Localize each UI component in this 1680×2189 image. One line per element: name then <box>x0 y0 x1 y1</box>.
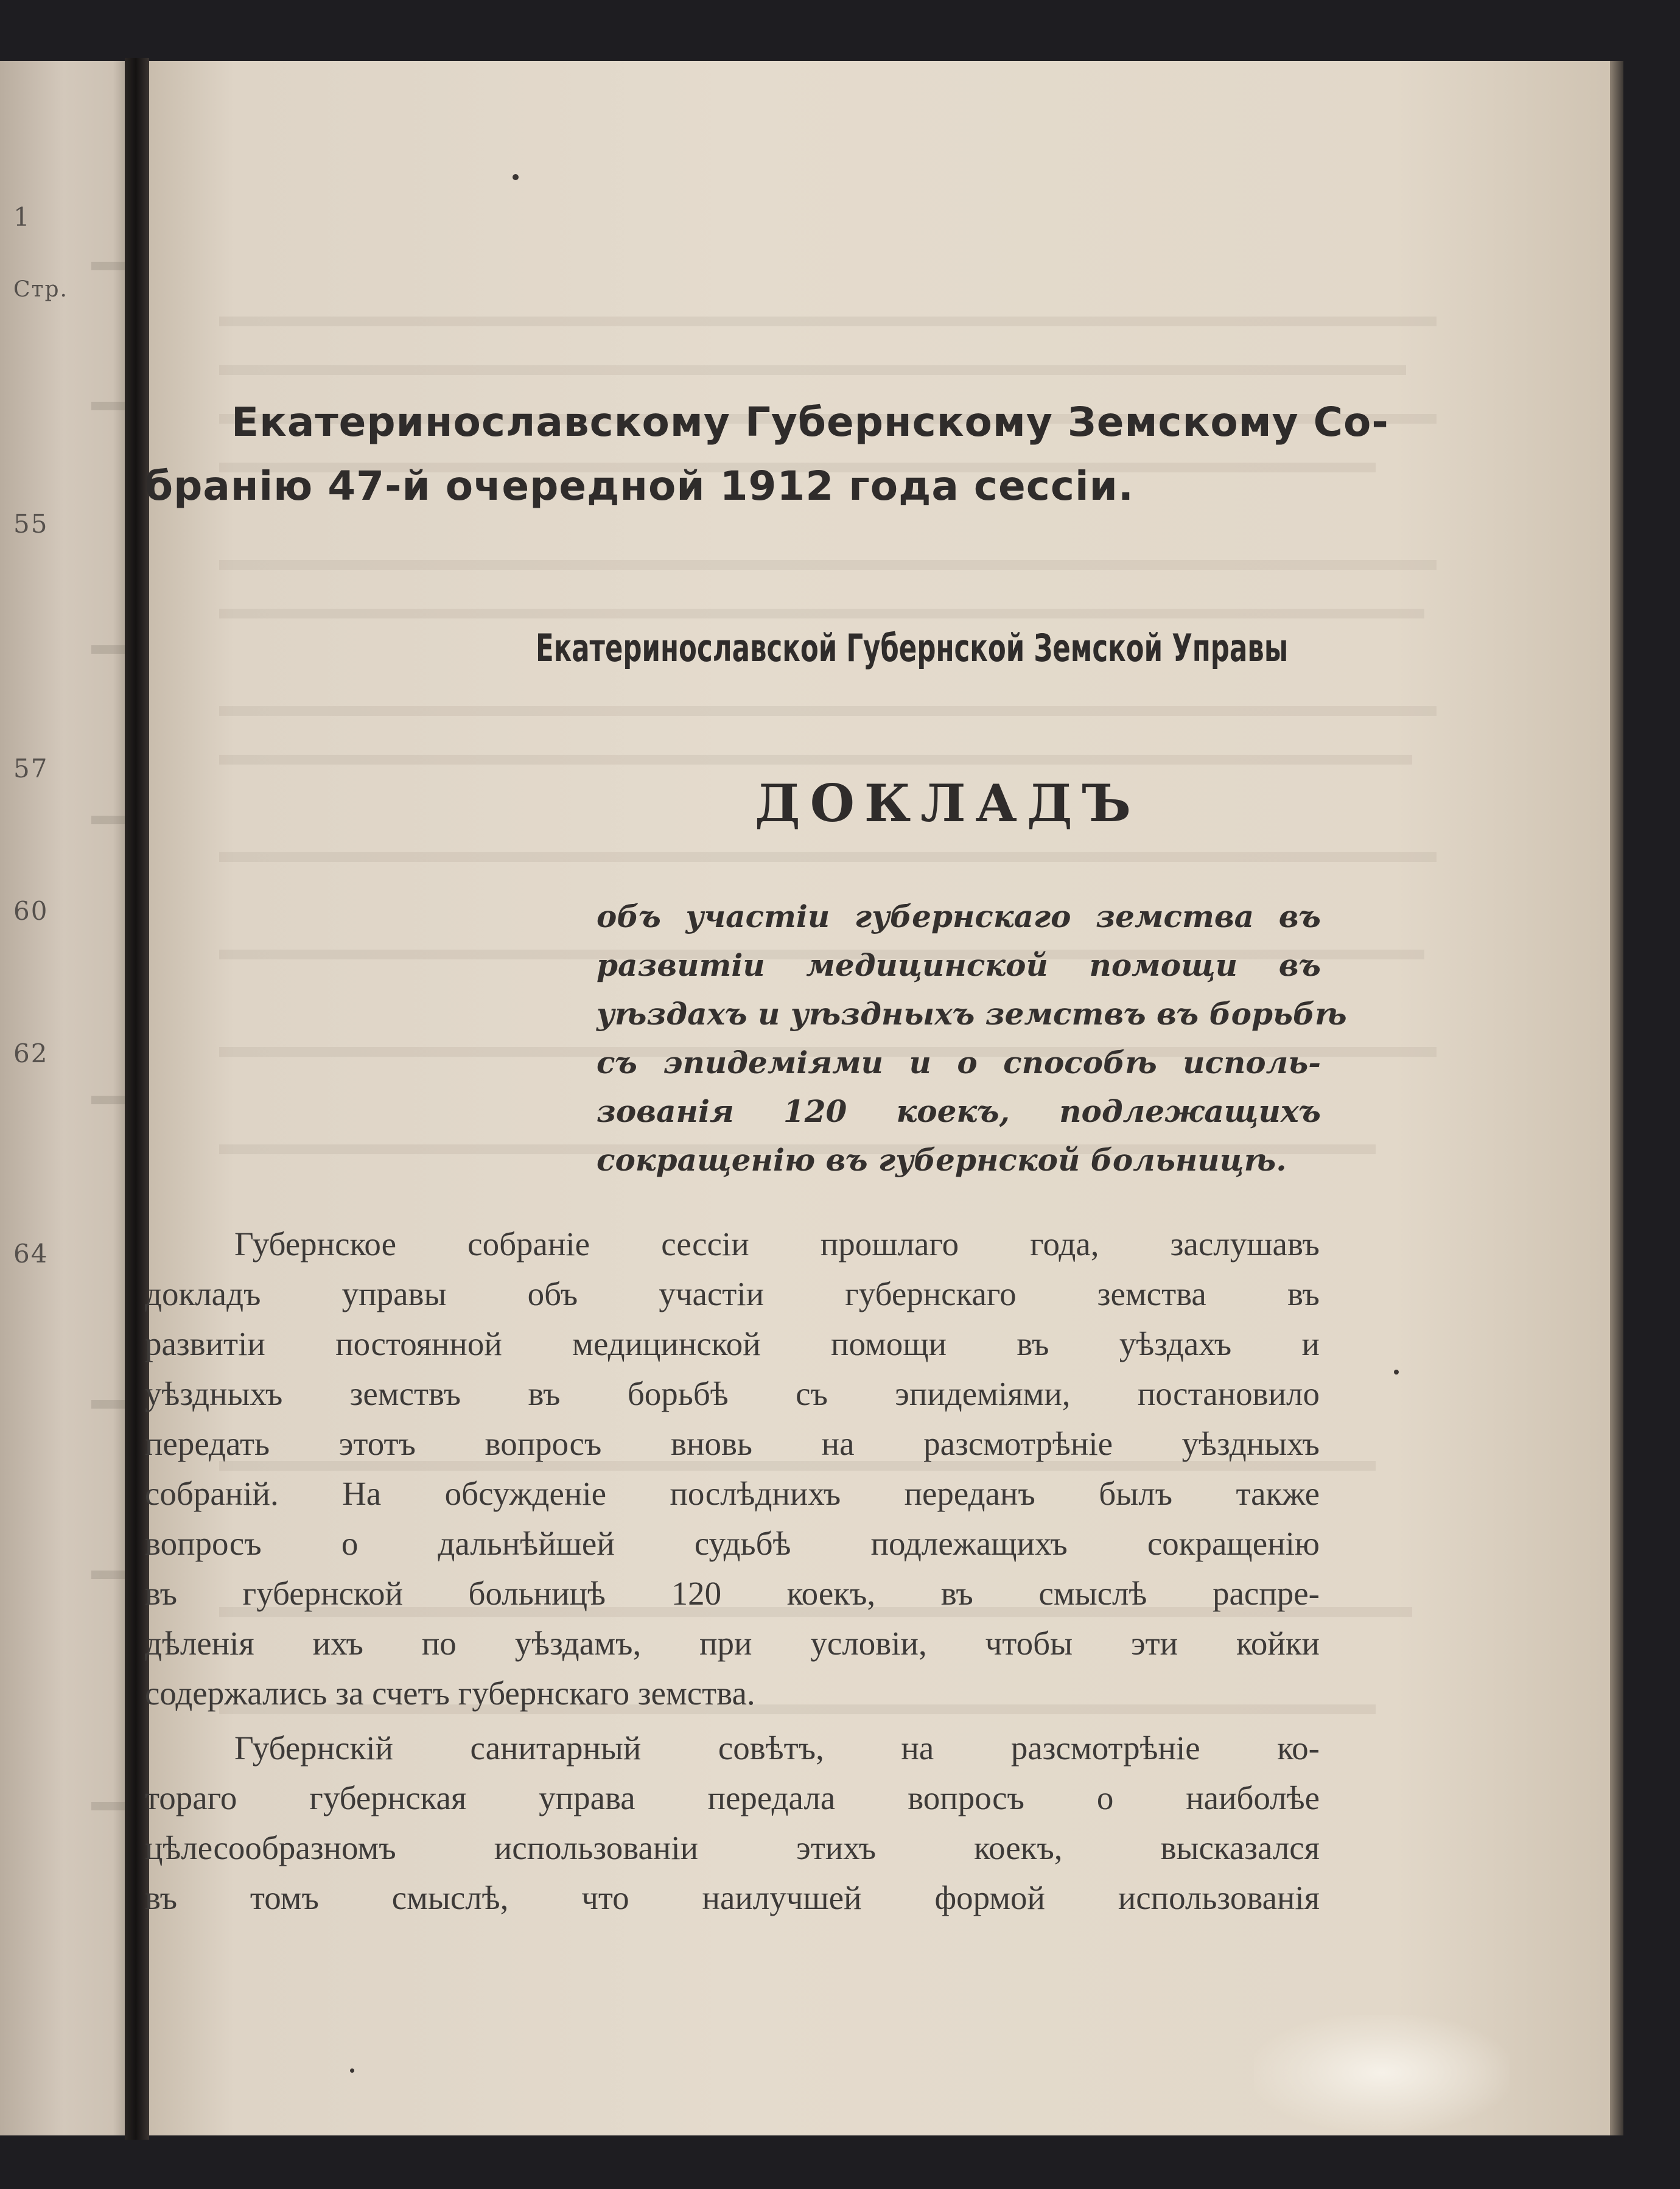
paragraph-line: въ томъ смыслѣ, что наилучшей формой использованія <box>145 1879 1320 1916</box>
left-facing-page <box>0 61 141 2135</box>
subtitle-line: объ участіи губернскаго земства въ <box>597 898 1321 934</box>
page-ref: 57 <box>13 754 49 783</box>
page-ref: 62 <box>13 1038 49 1068</box>
paragraph-line: передать этотъ вопросъ вновь на разсмотрѣніе уѣздныхъ <box>145 1425 1320 1462</box>
document-title: ДОКЛАДЪ <box>755 773 1141 833</box>
paragraph-line: тораго губернская управа передала вопросъ о наиболѣе <box>145 1779 1320 1816</box>
page-ref: 64 <box>13 1239 49 1269</box>
page-ref: 55 <box>13 509 49 539</box>
subtitle-line: съ эпидеміями и о способѣ исполь- <box>597 1045 1321 1080</box>
page-edge-shadow <box>1610 61 1623 2135</box>
paragraph-line: докладъ управы объ участіи губернскаго земства въ <box>145 1275 1320 1312</box>
paragraph-line: цѣлесообразномъ использованіи этихъ коекъ, высказался <box>145 1829 1320 1866</box>
paragraph-line: развитіи постоянной медицинской помощи въ уѣздахъ и <box>145 1325 1320 1362</box>
addressee-line: бранію 47-й очередной 1912 года сессіи. <box>145 463 1134 510</box>
issuing-body: Екатеринославской Губернской Земской Управы <box>536 626 1289 670</box>
subtitle-line: сокращенію въ губернской больницѣ. <box>597 1142 1287 1178</box>
subtitle-line: зованія 120 коекъ, подлежащихъ <box>597 1093 1321 1129</box>
paragraph-line: дѣленія ихъ по уѣздамъ, при условіи, чтобы эти койки <box>145 1625 1320 1662</box>
paper-speck <box>513 174 519 180</box>
page-column-header: Стр. <box>13 277 68 302</box>
subtitle-line: развитіи медицинской помощи въ <box>597 947 1321 983</box>
subtitle-line: уѣздахъ и уѣздныхъ земствъ въ борьбѣ <box>597 996 1347 1032</box>
paragraph-line: собраній. На обсужденіе послѣднихъ переданъ былъ также <box>145 1475 1320 1512</box>
paragraph-line: Губернскій санитарный совѣтъ, на разсмотрѣніе ко- <box>234 1729 1320 1767</box>
paragraph-line: Губернское собраніе сессіи прошлаго года, заслушавъ <box>234 1225 1320 1263</box>
addressee-line: Екатеринославскому Губернскому Земскому Со- <box>231 399 1389 446</box>
margin-mark: 1 <box>13 202 31 232</box>
paragraph-line: вопросъ о дальнѣйшей судьбѣ подлежащихъ сокращенію <box>145 1525 1320 1562</box>
paragraph-line: содержались за счетъ губернскаго земства. <box>145 1675 755 1712</box>
paragraph-line: въ губернской больницѣ 120 коекъ, въ смыслѣ распре- <box>145 1575 1320 1612</box>
page-ref: 60 <box>13 896 49 926</box>
paragraph-line: уѣздныхъ земствъ въ борьбѣ съ эпидеміями, постановило <box>145 1375 1320 1412</box>
paper-speck <box>1394 1370 1399 1375</box>
paper-stain <box>1254 2015 1510 2131</box>
book-spine-gutter <box>125 58 149 2140</box>
paper-speck <box>350 2068 354 2073</box>
